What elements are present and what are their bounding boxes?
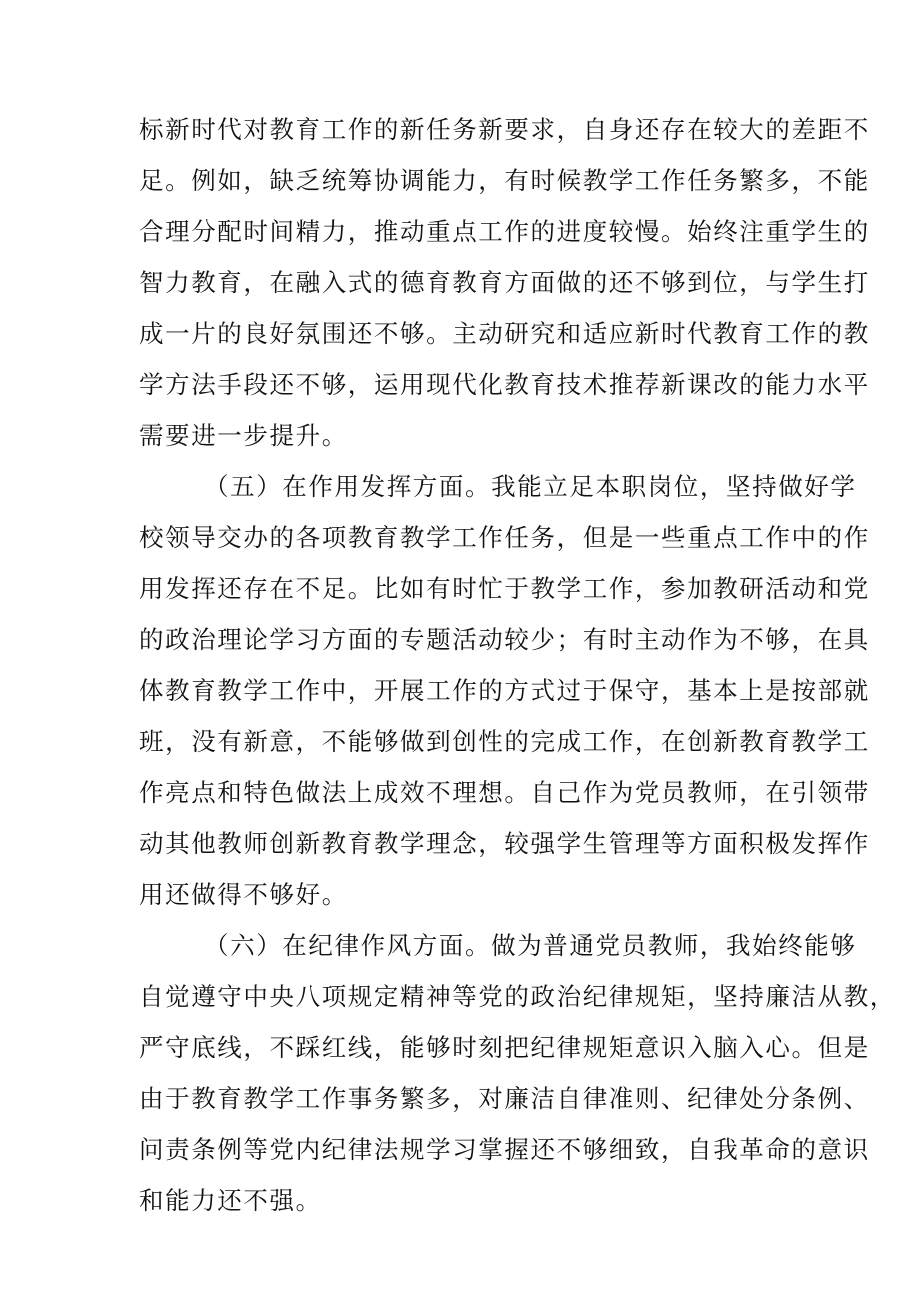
section-heading-line: （五）在作用发挥方面。我能立足本职岗位，坚持做好学 <box>204 472 857 501</box>
text-line: 体教育教学工作中，开展工作的方式过于保守，基本上是按部就 <box>139 676 870 705</box>
text-line: 成一片的良好氛围还不够。主动研究和适应新时代教育工作的教 <box>139 319 870 348</box>
text-line: 学方法手段还不够，运用现代化教育技术推荐新课改的能力水平 <box>139 370 870 399</box>
text-line: 校领导交办的各项教育教学工作任务，但是一些重点工作中的作 <box>139 523 870 552</box>
section-heading-line: （六）在纪律作风方面。做为普通党员教师，我始终能够 <box>204 931 857 960</box>
text-line: 智力教育，在融入式的德育教育方面做的还不够到位，与学生打 <box>139 268 870 297</box>
text-line: 合理分配时间精力，推动重点工作的进度较慢。始终注重学生的 <box>139 217 870 246</box>
text-line: 足。例如，缺乏统筹协调能力，有时候教学工作任务繁多，不能 <box>139 166 870 195</box>
paragraph-section-6 <box>139 920 896 1226</box>
text-line: 问责条例等党内纪律法规学习掌握还不够细致，自我革命的意识 <box>139 1135 870 1164</box>
text-line: 的政治理论学习方面的专题活动较少；有时主动作为不够，在具 <box>139 625 870 654</box>
text-line: 自觉遵守中央八项规定精神等党的政治纪律规矩，坚持廉洁从教， <box>139 982 896 1011</box>
text-line: 班，没有新意，不能够做到创性的完成工作，在创新教育教学工 <box>139 727 870 756</box>
document-body <box>139 104 896 1226</box>
text-line: 标新时代对教育工作的新任务新要求，自身还存在较大的差距不 <box>139 115 870 144</box>
paragraph-continuation <box>139 104 870 461</box>
text-line: 严守底线，不踩红线，能够时刻把纪律规矩意识入脑入心。但是 <box>139 1033 870 1062</box>
text-line: 作亮点和特色做法上成效不理想。自己作为党员教师，在引领带 <box>139 778 870 807</box>
text-line: 用还做得不够好。 <box>139 880 348 909</box>
text-line: 需要进一步提升。 <box>139 421 348 450</box>
text-line: 由于教育教学工作事务繁多，对廉洁自律准则、纪律处分条例、 <box>139 1084 870 1113</box>
text-line: 动其他教师创新教育教学理念，较强学生管理等方面积极发挥作 <box>139 829 870 858</box>
text-line: 用发挥还存在不足。比如有时忙于教学工作，参加教研活动和党 <box>139 574 870 603</box>
text-line: 和能力还不强。 <box>139 1186 322 1215</box>
paragraph-section-5 <box>139 461 870 920</box>
